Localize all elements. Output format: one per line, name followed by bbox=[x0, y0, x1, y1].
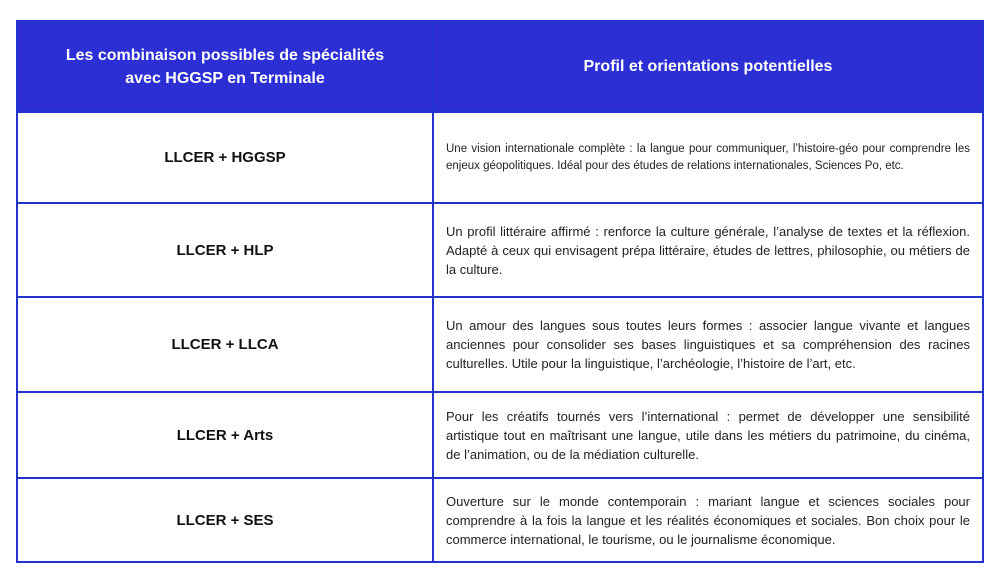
table-row bbox=[17, 112, 983, 203]
header-combinaisons bbox=[17, 21, 433, 112]
description-cell: Pour les créatifs tournés vers l’international : permet de développer une sensibilité artistique tout en maîtrisant une langue, utile dans les métiers du patrimoine, du cinéma, de l’animation, ou de la médiation culturelle. bbox=[433, 392, 983, 478]
table-row bbox=[17, 478, 983, 562]
table-row bbox=[17, 392, 983, 478]
description-cell: Ouverture sur le monde contemporain : mariant langue et sciences sociales pour comprendre à la fois la langue et les réalités économiques et sociales. Bon choix pour le commerce international, le tourisme, ou le journalisme économique. bbox=[433, 478, 983, 562]
table-row bbox=[17, 203, 983, 297]
combo-cell: LLCER + SES bbox=[17, 478, 433, 562]
table-header-row bbox=[17, 21, 983, 112]
combo-cell: LLCER + Arts bbox=[17, 392, 433, 478]
combo-cell: LLCER + HLP bbox=[17, 203, 433, 297]
combo-cell: LLCER + LLCA bbox=[17, 297, 433, 392]
header-combinaisons-line1: Les combinaison possibles de spécialités bbox=[65, 46, 385, 64]
header-combinaisons-line2: avec HGGSP en Terminale bbox=[125, 69, 325, 87]
header-profil: Profil et orientations potentielles bbox=[433, 21, 983, 112]
combo-cell: LLCER + HGGSP bbox=[17, 112, 433, 203]
table-row bbox=[17, 297, 983, 392]
description-cell: Un amour des langues sous toutes leurs formes : associer langue vivante et langues anciennes pour consolider ses bases linguistiques et sa compréhension des racines culturelles. Utile pour la linguistique, l’archéologie, l’histoire de l’art, etc. bbox=[433, 297, 983, 392]
specialites-table bbox=[16, 20, 984, 563]
description-cell: Un profil littéraire affirmé : renforce la culture générale, l’analyse de textes et la réflexion. Adapté à ceux qui envisagent prépa littéraire, études de lettres, philosophie, ou métiers de la culture. bbox=[433, 203, 983, 297]
description-cell: Une vision internationale complète : la langue pour communiquer, l’histoire-géo pour comprendre les enjeux géopolitiques. Idéal pour des études de relations internationales, Sciences Po, etc. bbox=[433, 112, 983, 203]
